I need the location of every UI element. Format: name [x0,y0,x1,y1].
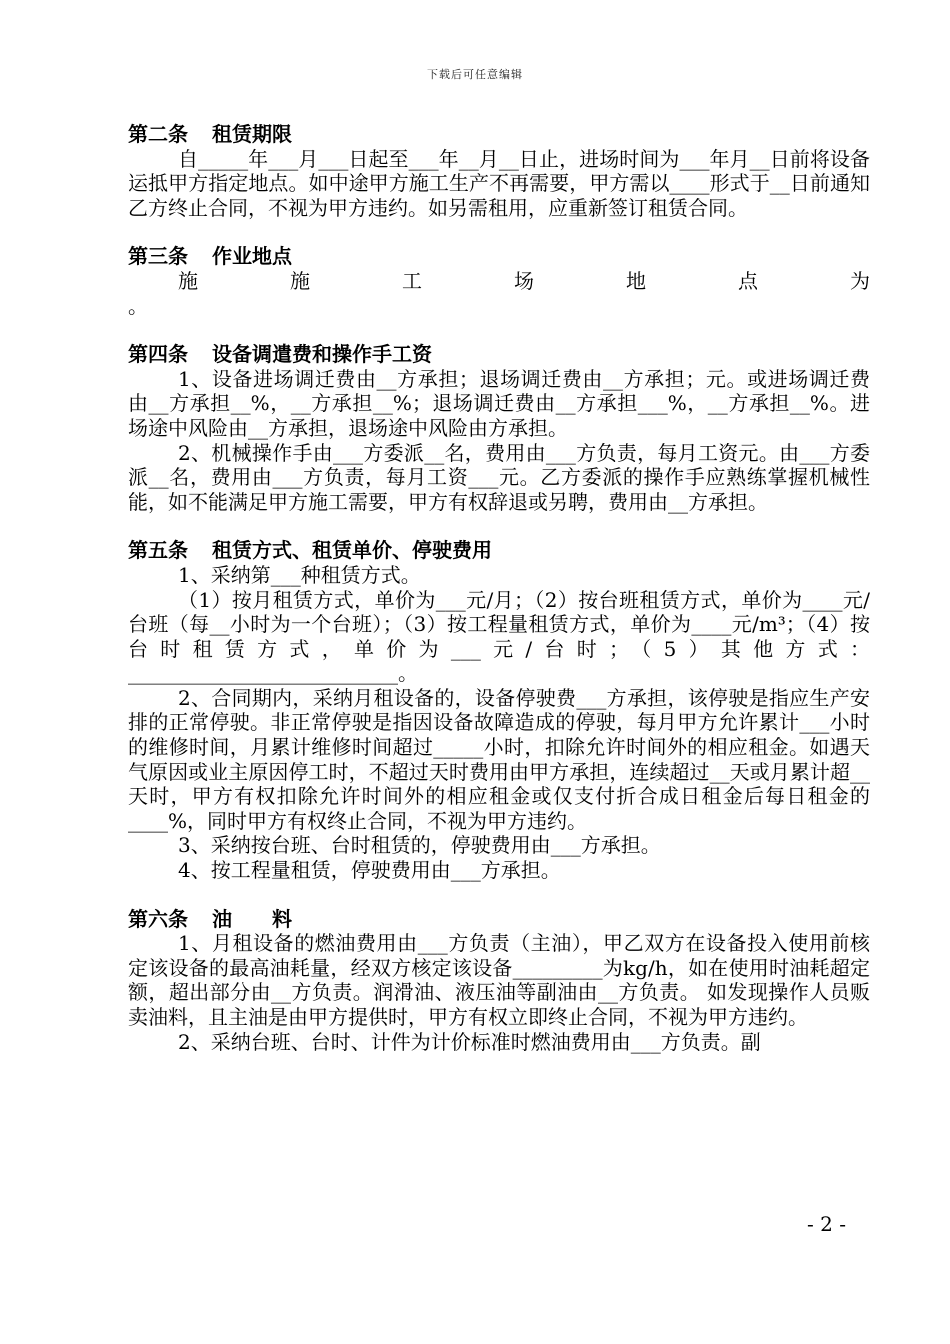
page-number: - 2 - [807,1212,846,1236]
spread-char: 地 [626,268,646,293]
page-header-note: 下载后可任意编辑 [427,68,523,81]
spread-char: 施 [178,268,198,293]
section-heading [128,907,870,932]
section-lease-term [128,122,870,220]
section-heading [128,342,870,367]
section-title: 设备调遣费和操作手工资 [212,342,432,367]
paragraph: 2、采纳台班、台时、计件为计价标准时燃油费用由___方负责。副 [178,1029,761,1054]
spread-char: 点 [738,268,758,293]
section-title: 租赁期限 [212,122,292,146]
location-line [128,269,870,294]
section-title: 油 料 [212,906,292,931]
spread-char: 工 [402,268,422,293]
paragraph: （1）按月租赁方式，单价为___元/月；（2）按台班租赁方式，单价为____元/台班（每__小时为一个台班）；（3）按工程量租赁方式，单价为____元/m³；（4）按台时租赁方式，单价为___元/台时；（5）其他方式：___________________________。 [128,587,870,686]
spread-char: 为 [850,268,870,293]
section-title: 租赁方式、租赁单价、停驶费用 [212,538,492,563]
section-number: 第四条 [128,342,188,367]
section-dispatch-fee [128,342,870,514]
section-fuel [128,907,870,1055]
section-number: 第五条 [128,538,188,563]
location-line-end: 。 [128,293,148,318]
section-heading [128,538,870,563]
spread-char: 施 [290,268,310,293]
paragraph: 2、机械操作手由___方委派__名，费用由___方负责，每月工资元。由___方委派__名，费用由___方负责，每月工资___元。乙方委派的操作手应熟练掌握机械性能，如不能满足甲方施工需要，甲方有权辞退或另聘，费用由__方承担。 [128,440,870,514]
paragraph: 自_____年___月___日起至___年__月__日止，进场时间为___年月__日前将设备运抵甲方指定地点。如中途甲方施工生产不再需要，甲方需以____形式于__日前通知乙方终止合同，不视为甲方违约。如另需租用，应重新签订租赁合同。 [128,146,870,220]
document-body [128,122,870,1054]
section-title: 作业地点 [212,244,292,269]
spread-char: 场 [514,268,534,293]
section-number: 第六条 [128,906,188,931]
section-number: 第二条 [128,122,188,146]
paragraph: 1、设备进场调迁费由__方承担；退场调迁费由__方承担；元。或进场调迁费由__方承担__%，__方承担__%；退场调迁费由__方承担___%，__方承担__%。进场途中风险由__方承担，退场途中风险由方承担。 [128,366,870,440]
section-number: 第三条 [128,244,188,269]
section-lease-method [128,538,870,882]
paragraph: 1、月租设备的燃油费用由___方负责（主油），甲乙双方在设备投入使用前核定该设备的最高油耗量，经双方核定该设备_________为kg/h，如在使用时油耗超定额，超出部分由__方负责。润滑油、液压油等副油由__方负责。 如发现操作人员贩卖油料，且主油是由甲方提供时，甲方有权立即终止合同，不视为甲方违约。 [128,931,870,1029]
section-work-location [128,244,870,318]
section-heading [128,244,870,269]
paragraph: 2、合同期内，采纳月租设备的，设备停驶费___方承担，该停驶是指应生产安排的正常停驶。非正常停驶是指因设备故障造成的停驶，每月甲方允许累计___小时的维修时间，月累计维修时间超过_____小时，扣除允许时间外的相应租金。如遇天气原因或业主原因停工时，不超过天时费用由甲方承担，连续超过__天或月累计超__天时，甲方有权扣除允许时间外的相应租金或仅支付折合成日租金后每日租金的____%，同时甲方有权终止合同，不视为甲方违约。 [128,685,870,833]
section-heading [128,122,870,147]
paragraph: 3、采纳按台班、台时租赁的，停驶费用由___方承担。 [178,833,661,858]
paragraph: 4、按工程量租赁，停驶费用由___方承担。 [178,858,561,883]
paragraph: 1、采纳第___种租赁方式。 [178,562,421,587]
